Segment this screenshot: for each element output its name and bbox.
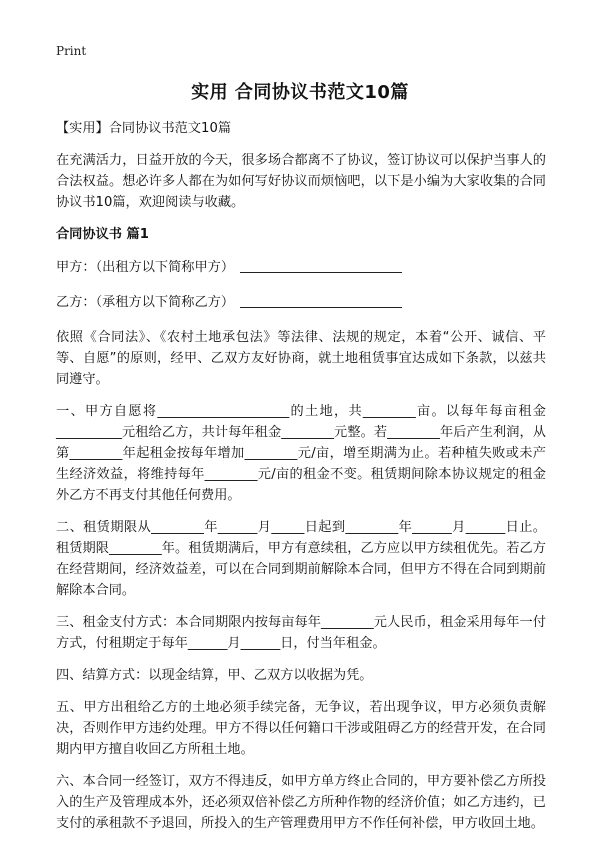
party-a-blank bbox=[240, 258, 402, 273]
party-b-blank bbox=[240, 293, 402, 308]
clause-3: 三、租金支付方式：本合同期限内按每亩每年________元人民币，租金采用每年一付方式，付租期定于每年______月______日，付当年租金。 bbox=[56, 615, 546, 651]
print-label[interactable]: Print bbox=[56, 44, 87, 58]
party-b-label: 乙方：（承租方以下简称乙方） bbox=[56, 295, 235, 310]
clause-6: 六、本合同一经签订，双方不得违反，如甲方单方终止合同的，甲方要补偿乙方所投入的生产及管理成本外，还必须双倍补偿乙方所种作物的经济价值；如乙方违约，已支付的承租款不予退回，所投入的生产管理费用甲方不作任何补偿，甲方收回土地。 bbox=[56, 774, 546, 831]
subtitle: 【实用】合同协议书范文10篇 bbox=[56, 121, 232, 136]
clause-1: 一、甲方自愿将____________________的土地，共________亩。以每年每亩租金__________元租给乙方，共计每年租金________元整。若________年后产生利润，从第________年起租金按每年增加________元/亩，增至期满为止。若种植失败或未产生经济效益，将维持每年________元/亩的租金不变。租赁期间除本协议规定的租金外乙方不再支付其他任何费用。 bbox=[56, 404, 546, 503]
document-body bbox=[56, 118, 546, 845]
intro-paragraph: 在充满活力，日益开放的今天，很多场合都离不了协议，签订协议可以保护当事人的合法权益。想必许多人都在为如何写好协议而烦恼吧，以下是小编为大家收集的合同协议书10篇，欢迎阅读与收藏。 bbox=[56, 153, 546, 210]
party-a-label: 甲方：（出租方以下简称甲方） bbox=[56, 260, 235, 275]
clause-4: 四、结算方式：以现金结算，甲、乙双方以收据为凭。 bbox=[56, 668, 373, 683]
clause-2: 二、租赁期限从________年______月_____日起到________年______月______日止。租赁期限________年。租赁期满后，甲方有意续租，乙方应以甲方续租优先。若乙方在经营期间，经济效益差，可以在合同到期前解除本合同，但甲方不得在合同到期前解除本合同。 bbox=[56, 520, 546, 598]
document-title: 实用 合同协议书范文10篇 bbox=[191, 82, 409, 103]
party-a-field bbox=[56, 257, 546, 278]
clause-5: 五、甲方出租给乙方的土地必须手续完备，无争议，若出现争议，甲方必须负责解决，否则作甲方违约处理。甲方不得以任何籍口干涉或阻碍乙方的经营开发，在合同期内甲方擅自收回乙方所租土地。 bbox=[56, 700, 546, 757]
section-heading: 合同协议书 篇1 bbox=[56, 227, 149, 242]
clause-preamble: 依照《合同法》、《农村土地承包法》等法律、法规的规定，本着“公开、诚信、平等、自愿”的原则，经甲、乙双方友好协商，就土地租赁事宜达成如下条款，以兹共同遵守。 bbox=[56, 330, 546, 387]
party-b-field bbox=[56, 292, 546, 313]
